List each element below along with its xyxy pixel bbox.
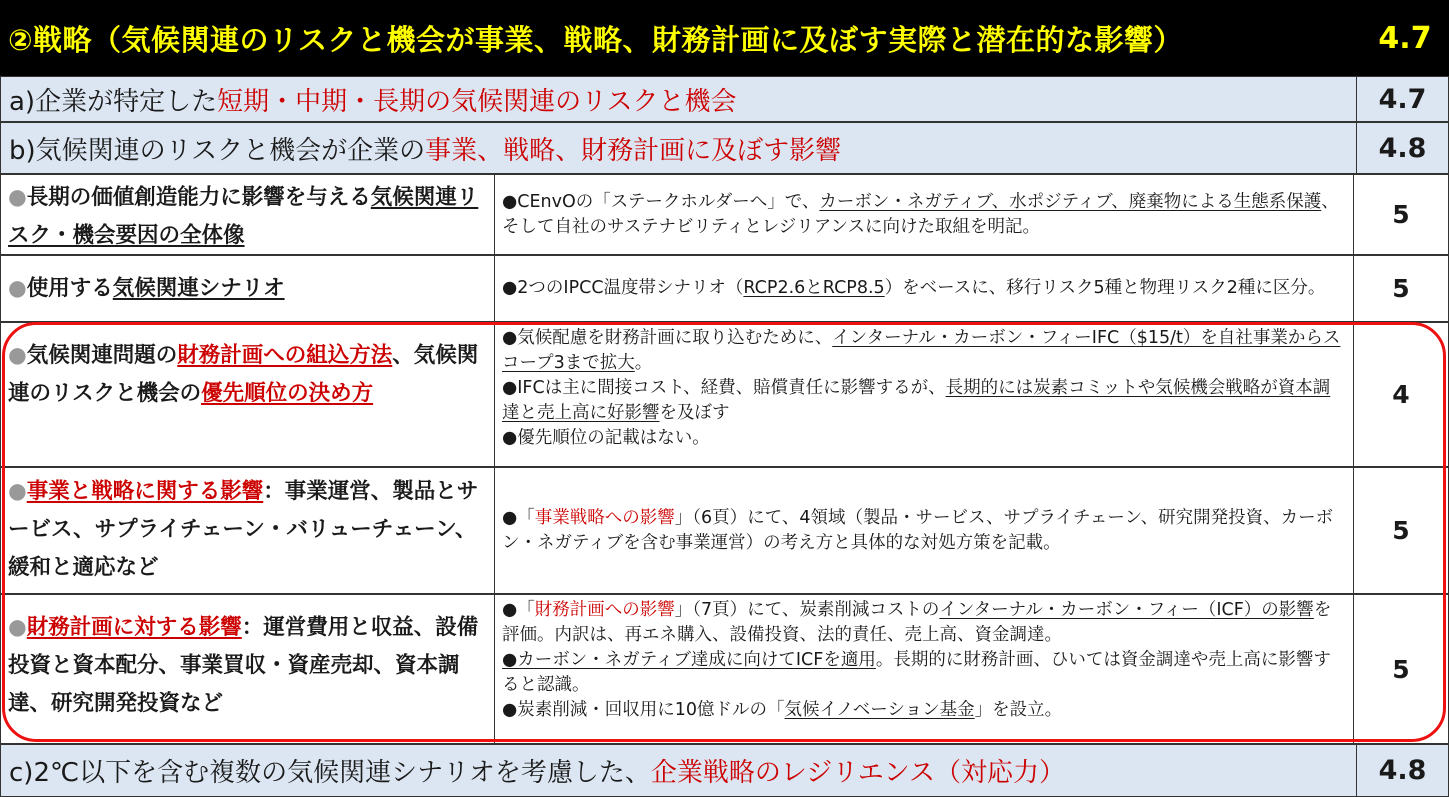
evaluation-item xyxy=(502,376,1347,426)
evaluation-text: ●気候配慮を財務計画に取り込むために、 xyxy=(502,328,833,348)
evaluation-underlined: 気候イノベーション基金 xyxy=(784,700,975,720)
section-a-score: 4.7 xyxy=(1356,76,1449,122)
evaluation-cell xyxy=(494,467,1354,594)
section-b-highlight: 事業、戦略、財務計画に及ぼす影響 xyxy=(425,135,842,166)
criterion-underlined: 気候関連リスク・機会要因の全体像 xyxy=(8,185,479,248)
criterion-red-underlined: 事業と戦略に関する影響 xyxy=(26,479,264,504)
table-row xyxy=(0,322,1449,467)
bullet-icon: ● xyxy=(8,615,27,640)
section-b-prefix: b)気候関連のリスクと機会が企業の xyxy=(9,135,426,166)
evaluation-underlined: ●カーボン・ネガティブ達成に向けてICFを適用 xyxy=(502,650,876,670)
evaluation-text: 、そして自社のサステナビリティとレジリアンスに向けた取組を明記。 xyxy=(502,191,1339,237)
section-b-label xyxy=(0,122,1357,174)
row-score: 5 xyxy=(1353,467,1449,594)
bullet-icon: ● xyxy=(8,185,27,210)
header-title: ②戦略（気候関連のリスクと機会が事業、戦略、財務計画に及ぼす実際と潜在的な影響） xyxy=(8,22,1183,57)
evaluation-underlined: インターナル・カーボン・フィー（ICF）の影響 xyxy=(939,600,1314,620)
table-row xyxy=(0,467,1449,594)
evaluation-item xyxy=(502,326,1347,376)
criterion-cell xyxy=(0,594,495,744)
evaluation-text: 。長期的に財務計画、ひいては資金調達や売上高に影響すると認識。 xyxy=(502,650,1331,695)
criterion-red-underlined: 財務計画への組込方法 xyxy=(177,343,393,368)
evaluation-cell xyxy=(494,322,1354,467)
section-a-highlight: 短期・中期・長期の気候関連のリスクと機会 xyxy=(217,86,737,117)
criterion-cell xyxy=(0,255,495,322)
evaluation-item xyxy=(502,598,1347,648)
evaluation-cell xyxy=(494,594,1354,744)
table-header xyxy=(0,0,1449,76)
evaluation-red: 財務計画への影響 xyxy=(534,600,675,620)
evaluation-item xyxy=(502,506,1347,556)
evaluation-text: ●IFCは主に間接コスト、経費、賠償責任に影響するが、 xyxy=(502,378,946,398)
criterion-cell xyxy=(0,322,495,467)
evaluation-text: ●「 xyxy=(502,507,535,528)
evaluation-text: ●「 xyxy=(502,600,535,620)
evaluation-text: ●CEnvOの「ステークホルダーへ」で、 xyxy=(502,191,820,212)
evaluation-text: 」（6頁）にて、4領域（製品・サービス、サプライチェーン、研究開発投資、カーボン・ネガティブを含む事業運営）の考え方と具体的な対処方策を記載。 xyxy=(502,507,1334,553)
section-a-row xyxy=(0,76,1449,122)
criterion-text: 気候関連問題の xyxy=(26,343,178,368)
row-score: 4 xyxy=(1353,322,1449,467)
criterion-red-underlined: 財務計画に対する影響 xyxy=(26,615,242,640)
evaluation-underlined: カーボン・ネガティブ、水ポジティブ、廃棄物による生態系保護 xyxy=(819,191,1322,212)
evaluation-text: ●優先順位の記載はない。 xyxy=(502,428,710,448)
row-score: 5 xyxy=(1353,174,1449,255)
evaluation-text: 」（7頁）にて、炭素削減コストの xyxy=(674,600,940,620)
section-a-label xyxy=(0,76,1357,122)
evaluation-cell xyxy=(494,255,1354,322)
evaluation-underlined: インターナル・カーボン・フィーIFC（$15/t）を自社事業からスコープ3まで拡大 xyxy=(502,328,1341,373)
section-b-score: 4.8 xyxy=(1356,122,1449,174)
criterion-text: 長期の価値創造能力に影響を与える xyxy=(26,185,371,210)
criterion-text: 、気候関連のリスクと機会の xyxy=(8,343,479,406)
table-row xyxy=(0,174,1449,255)
criterion-red-underlined: 優先順位の決め方 xyxy=(201,381,374,406)
row-score: 5 xyxy=(1353,594,1449,744)
evaluation-text: ●炭素削減・回収用に10億ドルの「 xyxy=(502,700,785,720)
section-c-score: 4.8 xyxy=(1356,744,1449,797)
evaluation-item xyxy=(502,190,1347,240)
evaluation-text: 」を設立。 xyxy=(974,700,1063,720)
evaluation-item xyxy=(502,426,1347,451)
section-c-label xyxy=(0,744,1357,797)
section-c-prefix: c)2℃以下を含む複数の気候関連シナリオを考慮した、 xyxy=(9,758,651,788)
criterion-cell xyxy=(0,174,495,255)
criterion-text: ：事業運営、製品とサービス、サプライチェーン・バリューチェーン、緩和と適応など xyxy=(8,479,479,580)
evaluation-underlined: RCP2.6とRCP8.5 xyxy=(743,278,885,298)
criterion-cell xyxy=(0,467,495,594)
bullet-icon: ● xyxy=(8,343,27,368)
criterion-text: ：運営費用と収益、設備投資と資本配分、事業買収・資産売却、資本調達、研究開発投資など xyxy=(8,615,479,716)
criterion-text: 使用する xyxy=(26,275,113,301)
evaluation-item xyxy=(502,648,1347,698)
section-a-prefix: a)企業が特定した xyxy=(9,86,218,117)
table-row xyxy=(0,594,1449,744)
criterion-underlined: 気候関連シナリオ xyxy=(112,275,285,301)
section-c-row xyxy=(0,744,1449,797)
evaluation-item xyxy=(502,276,1347,301)
evaluation-item xyxy=(502,698,1347,723)
evaluation-text: ●2つのIPCC温度帯シナリオ（ xyxy=(502,278,744,298)
evaluation-text: ）をベースに、移行リスク5種と物理リスク2種に区分。 xyxy=(884,278,1326,298)
evaluation-red: 事業戦略への影響 xyxy=(534,507,675,528)
evaluation-text: を及ぼす xyxy=(659,403,730,423)
table-row xyxy=(0,255,1449,322)
evaluation-text: を評価。内訳は、再エネ購入、設備投資、法的責任、売上高、資金調達。 xyxy=(502,600,1332,645)
header-score: 4.7 xyxy=(1378,20,1432,56)
evaluation-text: 。 xyxy=(634,353,653,373)
evaluation-cell xyxy=(494,174,1354,255)
bullet-icon: ● xyxy=(8,275,27,301)
bullet-icon: ● xyxy=(8,479,27,504)
section-b-row xyxy=(0,122,1449,174)
row-score: 5 xyxy=(1353,255,1449,322)
evaluation-underlined: 長期的には炭素コミットや気候機会戦略が資本調達と売上高に好影響 xyxy=(502,378,1331,423)
section-c-highlight: 企業戦略のレジリエンス（対応力） xyxy=(650,758,1065,788)
